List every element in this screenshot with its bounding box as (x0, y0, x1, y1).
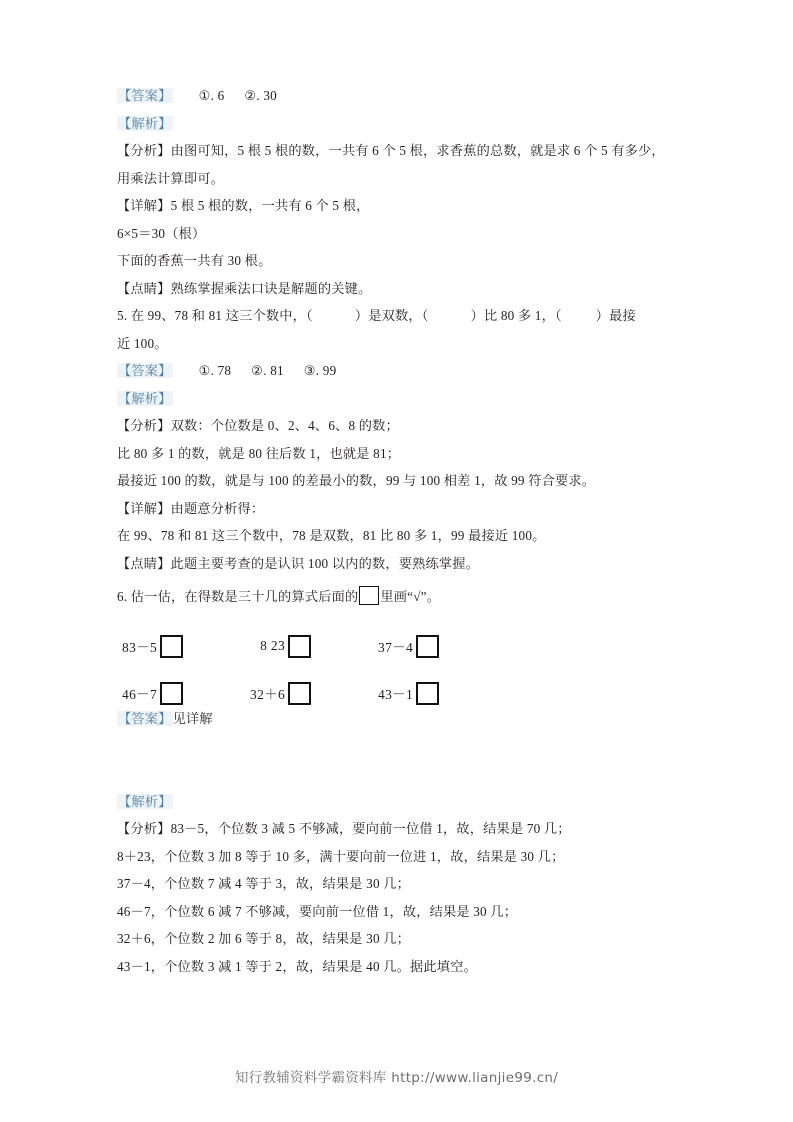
analysis-text-cont: 用乘法计算即可。 (117, 170, 225, 186)
q6-equation-row-1 (117, 627, 497, 665)
analysis-label: 【分析】 (117, 418, 171, 433)
q5-analysis-line2 (117, 440, 687, 468)
q6-stem-empty-box[interactable] (359, 586, 379, 605)
answer-label: 【答案】 (118, 88, 172, 103)
analysis-text-1: 双数：个位数是 0、2、4、6、8 的数； (170, 418, 399, 433)
q4-detail-conclusion-line (117, 247, 687, 275)
watermark-text: 知行教辅资料学霸资料库 http://www.lianjie99.cn/ (234, 1070, 559, 1086)
answer-label: 【答案】 (118, 363, 172, 378)
q6-expression: 8 23 (260, 638, 285, 653)
q5-highlight-line (117, 550, 687, 578)
detail-text: 由题意分析得： (170, 500, 265, 516)
q5-detail-line2 (117, 522, 687, 550)
q4-detail-line (117, 192, 687, 220)
q6-equation-row-2 (117, 674, 497, 712)
analysis-block-label: 【解析】 (118, 115, 172, 131)
q5-stem-part3: ）比 80 多 1，（ (470, 308, 562, 323)
q5-stem-part1: 在 99、78 和 81 这三个数中，（ (130, 308, 313, 323)
q6-equation-cell (373, 635, 497, 658)
answer-item-2: ②. 30 (244, 88, 277, 103)
q5-analysis-block-line (117, 385, 687, 413)
q5-stem-line1 (117, 302, 687, 330)
q6-analysis-line1 (117, 815, 687, 843)
q6-stem-part1: 估一估，在得数是三十几的算式后面的 (130, 589, 359, 604)
q5-stem-continued: 近 100。 (117, 335, 168, 351)
q5-stem-part2: ）是双数，（ (354, 308, 429, 323)
q6-equation-cell (117, 682, 245, 705)
highlight-label: 【点睛】 (117, 280, 171, 296)
q4-highlight-line (117, 275, 687, 303)
q6-expression: 83－5 (122, 640, 157, 655)
q6-stem-part2: 里画“√”。 (380, 589, 441, 604)
q6-equation-grid (117, 627, 497, 712)
q5-number-text: 5. (117, 308, 128, 323)
analysis-text-1: 83－5，个位数 3 减 5 不够减，要向前一位借 1，故，结果是 70 几； (170, 821, 571, 836)
q4-answer-line (117, 82, 687, 110)
detail-conclusion: 下面的香蕉一共有 30 根。 (117, 253, 272, 268)
analysis-text-4: 46－7，个位数 6 减 7 不够减，要向前一位借 1，故，结果是 30 几； (117, 903, 518, 919)
highlight-text: 此题主要考查的是认识 100 以内的数，要熟练掌握。 (170, 555, 480, 571)
q6-number: 6. (117, 589, 128, 604)
q6-tick-box[interactable] (160, 682, 183, 705)
q6-expression: 37－4 (378, 640, 413, 655)
q6-tick-box[interactable] (288, 635, 311, 658)
analysis-block-label: 【解析】 (118, 793, 172, 809)
q6-analysis-line3 (117, 870, 687, 898)
analysis-text-3: 最接近 100 的数，就是与 100 的差最小的数，99 与 100 相差 1，故 99 符合要求。 (117, 473, 596, 488)
q4-detail-calc-line (117, 220, 687, 248)
analysis-label: 【分析】 (117, 143, 171, 158)
q5-stem-part4: ）最接 (595, 308, 636, 323)
q6-stem-line (117, 583, 687, 611)
footer-watermark (0, 1066, 793, 1086)
q6-equation-cell (245, 635, 373, 658)
q5-detail-line (117, 495, 687, 523)
q6-analysis-line6 (117, 953, 687, 981)
q4-analysis-line2 (117, 165, 687, 193)
answer-item-2: ②. 81 (251, 363, 284, 378)
analysis-text-3: 37－4，个位数 7 减 4 等于 3，故，结果是 30 几； (117, 876, 411, 891)
q6-analysis-line4 (117, 898, 687, 926)
q6-expression: 43－1 (378, 687, 413, 702)
q4-analysis-block-line (117, 110, 687, 138)
analysis-text: 由图可知，5 根 5 根的数，一共有 6 个 5 根，求香蕉的总数，就是求 6 个 5 有多少， (170, 143, 665, 158)
answer-label: 【答案】 (118, 711, 172, 726)
q5-analysis-line3 (117, 467, 687, 495)
q6-equation-cell (117, 635, 245, 658)
highlight-label: 【点睛】 (117, 555, 171, 571)
q6-expression: 46－7 (122, 687, 157, 702)
analysis-text-5: 32＋6，个位数 2 加 6 等于 8，故，结果是 30 几； (117, 931, 411, 946)
q6-analysis-block-line (117, 788, 687, 816)
analysis-label: 【分析】 (117, 821, 171, 836)
answer-item-1: ①. 6 (198, 88, 225, 103)
analysis-text-6: 43－1，个位数 3 减 1 等于 2，故，结果是 40 几。据此填空。 (117, 958, 477, 974)
q6-answer-text: 见详解 (172, 711, 213, 726)
answer-item-3: ③. 99 (303, 363, 337, 378)
q4-analysis-line (117, 137, 687, 165)
q6-analysis-line5 (117, 925, 687, 953)
analysis-text-2: 8＋23，个位数 3 加 8 等于 10 多，满十要向前一位进 1，故，结果是 30 几； (117, 848, 565, 864)
q5-analysis-line1 (117, 412, 687, 440)
answer-item-1: ①. 78 (198, 363, 232, 378)
analysis-block-label: 【解析】 (118, 390, 172, 406)
detail-text-2: 在 99、78 和 81 这三个数中，78 是双数，81 比 80 多 1，99 最接近 100。 (117, 528, 546, 543)
detail-calculation: 6×5＝30（根） (117, 225, 206, 241)
detail-text: 5 根 5 根的数，一共有 6 个 5 根， (170, 198, 370, 213)
highlight-text: 熟练掌握乘法口诀是解题的关键。 (170, 280, 372, 296)
q6-equation-cell (245, 682, 373, 705)
q6-analysis-line2 (117, 843, 687, 871)
q6-tick-box[interactable] (160, 635, 183, 658)
q5-answer-line (117, 357, 687, 385)
q6-expression: 32＋6 (250, 687, 285, 702)
q6-equation-cell (373, 682, 497, 705)
q6-tick-box[interactable] (416, 682, 439, 705)
q6-tick-box[interactable] (416, 635, 439, 658)
analysis-text-2: 比 80 多 1 的数，就是 80 往后数 1，也就是 81； (117, 445, 401, 461)
document-content (117, 82, 687, 980)
detail-label: 【详解】 (117, 198, 171, 213)
q6-tick-box[interactable] (288, 682, 311, 705)
q5-stem-line2 (117, 330, 687, 358)
detail-label: 【详解】 (117, 500, 171, 516)
